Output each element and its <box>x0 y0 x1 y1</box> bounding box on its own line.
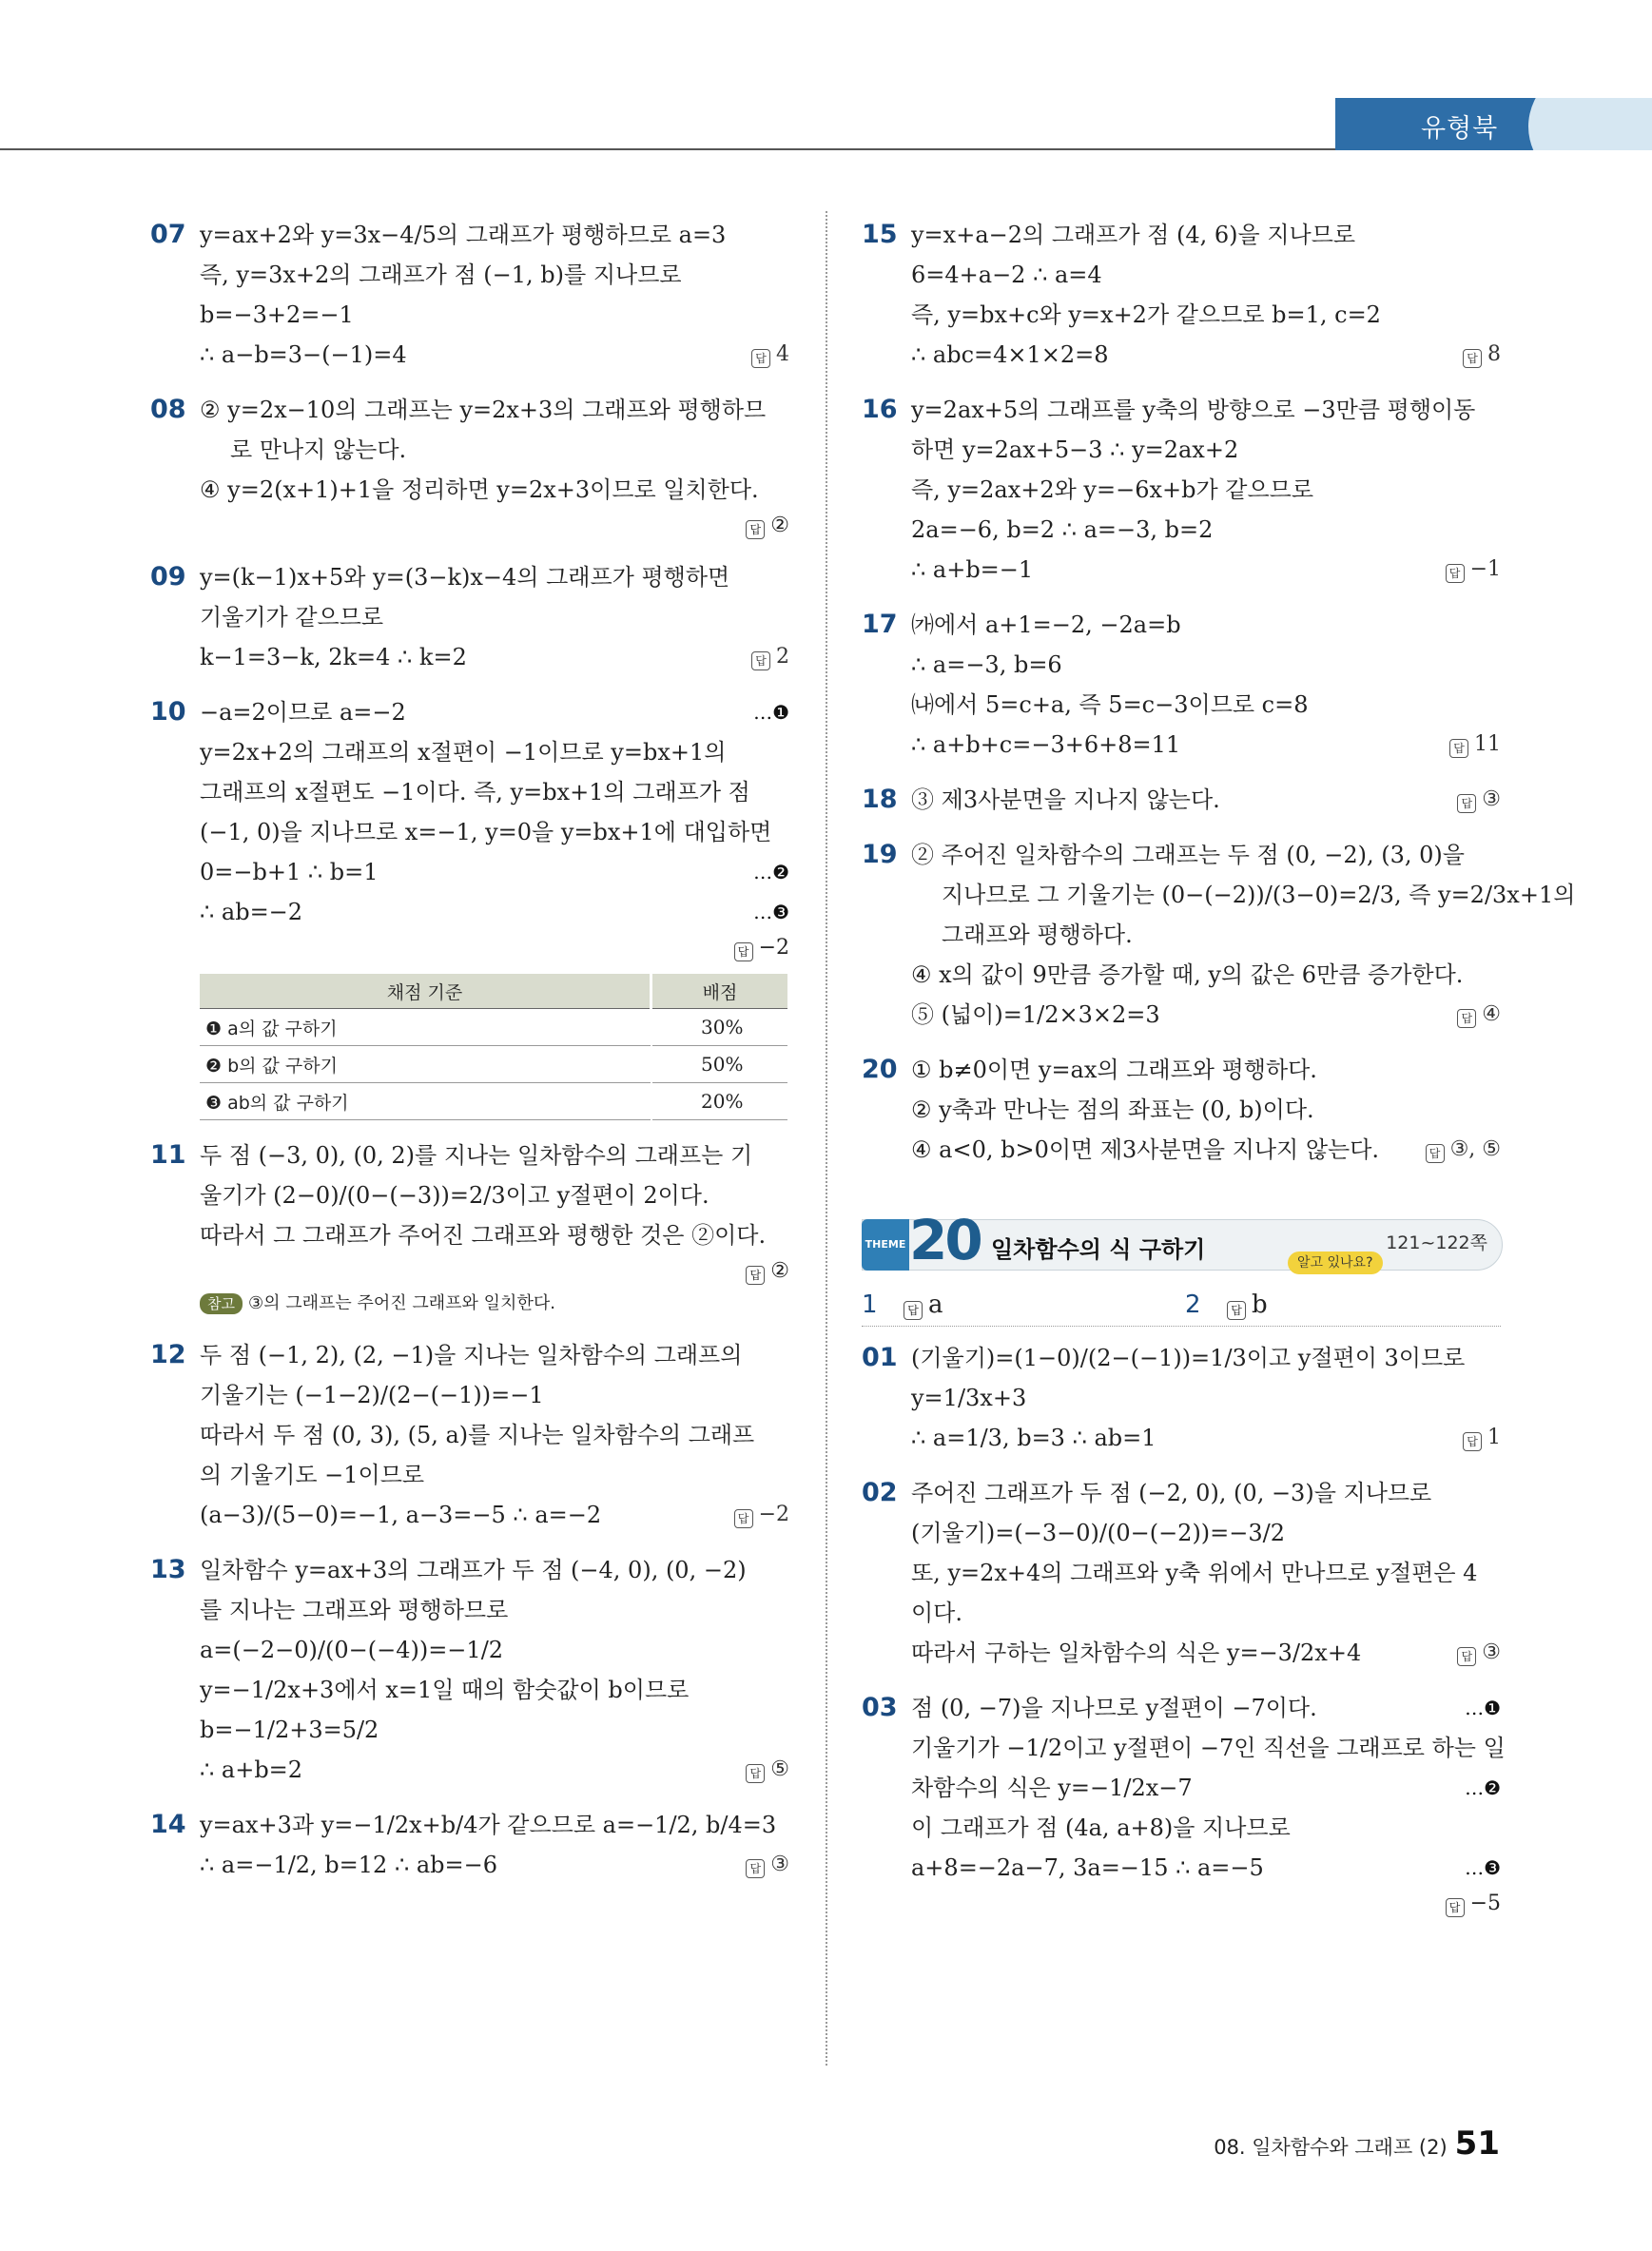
solution-line: y=−1/2x+3에서 x=1일 때의 함숫값이 b이므로 <box>200 1677 690 1703</box>
solution-line: 즉, y=3x+2의 그래프가 점 (−1, b)를 지나므로 <box>200 262 682 288</box>
problem-number: 14 <box>150 1810 186 1839</box>
solution-line: ② y=2x−10의 그래프는 y=2x+3의 그래프와 평행하므 <box>200 397 767 423</box>
answer-icon: 답 <box>746 1266 765 1285</box>
answer-badge: 답 −5 <box>911 1888 1501 1920</box>
answer-icon: 답 <box>746 1859 765 1878</box>
solution-line: ⑤ (넓이)=1/2×3×2=3 답 ④ <box>911 995 1501 1035</box>
problem-03 <box>862 1688 1506 1920</box>
answer-badge: 답 ⑤ <box>746 1750 789 1790</box>
answer-icon: 답 <box>751 651 770 670</box>
solution-line: −a=2이므로 a=−2 …❶ <box>200 692 789 732</box>
solution-line: 하면 y=2ax+5−3 ∴ y=2ax+2 <box>911 437 1239 463</box>
step-marker: …❶ <box>1465 1697 1501 1719</box>
solution-line: ∴ a+b=−1 답 −1 <box>911 550 1501 590</box>
answer-icon: 답 <box>734 942 753 961</box>
answer-icon: 답 <box>904 1301 923 1320</box>
problem-number: 19 <box>862 840 898 869</box>
quick-answer: 답 a <box>904 1284 943 1326</box>
solution-line: 0=−b+1 ∴ b=1 …❷ <box>200 852 789 892</box>
quick-answers <box>862 1284 1501 1327</box>
problem-number: 11 <box>150 1140 186 1170</box>
solution-line: y=(k−1)x+5와 y=(3−k)x−4의 그래프가 평행하면 <box>200 564 730 591</box>
problem-16 <box>862 390 1501 590</box>
problem-number: 07 <box>150 220 186 249</box>
solution-line: 기울기가 같으므로 <box>200 604 384 631</box>
solution-line: ∴ a=1/3, b=3 ∴ ab=1 답 1 <box>911 1418 1501 1458</box>
theme-pages: 121~122쪽 <box>1386 1232 1487 1253</box>
solution-line: 따라서 그 그래프가 주어진 그래프와 평행한 것은 ②이다. <box>200 1222 767 1249</box>
solution-line: b=−1/2+3=5/2 <box>200 1717 379 1743</box>
problem-number: 09 <box>150 562 186 592</box>
solution-line: ㈎에서 a+1=−2, −2a=b <box>911 611 1181 638</box>
solution-line: 두 점 (−1, 2), (2, −1)을 지나는 일차함수의 그래프의 <box>200 1342 743 1368</box>
answer-badge: 답 ③ <box>1457 780 1501 820</box>
answer-badge: 답 ③ <box>746 1845 789 1885</box>
note-tag: 참고 <box>200 1293 243 1314</box>
problem-14 <box>150 1805 789 1885</box>
solution-line: b=−3+2=−1 <box>200 301 354 328</box>
answer-icon: 답 <box>1446 564 1465 583</box>
problem-11 <box>150 1135 789 1320</box>
solution-line: (기울기)=(1−0)/(2−(−1))=1/3이고 y절편이 3이므로 <box>911 1345 1466 1371</box>
table-header: 배점 <box>651 974 788 1009</box>
solution-line: 일차함수 y=ax+3의 그래프가 두 점 (−4, 0), (0, −2) <box>200 1557 747 1583</box>
solution-line: y=2ax+5의 그래프를 y축의 방향으로 −3만큼 평행이동 <box>911 397 1476 423</box>
answer-badge: 답 4 <box>751 335 789 375</box>
solution-line: 주어진 그래프가 두 점 (−2, 0), (0, −3)을 지나므로 <box>911 1480 1432 1506</box>
solution-line: 두 점 (−3, 0), (0, 2)를 지나는 일차함수의 그래프는 기 <box>200 1142 753 1169</box>
problem-01 <box>862 1338 1501 1458</box>
problem-number: 20 <box>862 1055 898 1084</box>
header-rule <box>0 148 1335 150</box>
theme-number: 20 <box>909 1208 981 1272</box>
answer-badge: 답 1 <box>1463 1418 1501 1458</box>
solution-line: 6=4+a−2 ∴ a=4 <box>911 262 1102 288</box>
solution-line: 로 만나지 않는다. <box>230 437 407 463</box>
solution-line: ∴ a=−3, b=6 <box>911 651 1062 678</box>
problem-number: 10 <box>150 697 186 727</box>
right-column <box>862 215 1576 1935</box>
solution-line: 이다. <box>911 1600 962 1626</box>
step-marker: …❸ <box>753 901 789 923</box>
answer-badge: 답 −2 <box>734 1495 789 1535</box>
problem-17 <box>862 605 1501 765</box>
solution-line: ∴ abc=4×1×2=8 답 8 <box>911 335 1501 375</box>
answer-icon: 답 <box>746 1764 765 1783</box>
solution-line: ② 주어진 일차함수의 그래프는 두 점 (0, −2), (3, 0)을 <box>911 842 1465 868</box>
header-tab-label: 유형북 <box>1421 114 1499 144</box>
problem-15 <box>862 215 1501 375</box>
solution-line: 차함수의 식은 y=−1/2x−7 …❷ <box>911 1768 1501 1808</box>
problem-number: 03 <box>862 1693 898 1722</box>
solution-line: 를 지나는 그래프와 평행하므로 <box>200 1597 509 1623</box>
problem-10 <box>150 692 789 1120</box>
solution-line: y=ax+2와 y=3x−4/5의 그래프가 평행하므로 a=3 <box>200 222 727 248</box>
answer-icon: 답 <box>1457 794 1476 813</box>
solution-line: ④ x의 값이 9만큼 증가할 때, y의 값은 6만큼 증가한다. <box>911 961 1464 988</box>
solution-line: 그래프와 평행하다. <box>942 922 1133 948</box>
answer-icon: 답 <box>1457 1647 1476 1666</box>
solution-line: 또, y=2x+4의 그래프와 y축 위에서 만나므로 y절편은 4 <box>911 1560 1478 1586</box>
problem-number: 12 <box>150 1340 186 1369</box>
problem-number: 01 <box>862 1343 898 1372</box>
solution-line: ㈏에서 5=c+a, 즉 5=c−3이므로 c=8 <box>911 691 1309 718</box>
table-header: 채점 기준 <box>200 974 651 1009</box>
page-footer <box>1214 2125 1500 2163</box>
solution-line: 울기가 (2−0)/(0−(−3))=2/3이고 y절편이 2이다. <box>200 1182 709 1209</box>
solution-line: a+8=−2a−7, 3a=−15 ∴ a=−5 …❸ <box>911 1848 1501 1888</box>
answer-badge: 답 ② <box>200 1255 789 1288</box>
solution-line: 따라서 구하는 일차함수의 식은 y=−3/2x+4 답 ③ <box>911 1633 1501 1673</box>
answer-icon: 답 <box>1227 1301 1246 1320</box>
quick-answer: 답 b <box>1227 1284 1268 1326</box>
answer-icon: 답 <box>1446 1898 1465 1917</box>
problem-07 <box>150 215 789 375</box>
problem-number: 15 <box>862 220 898 249</box>
table-row: ❶ a의 값 구하기 30% <box>200 1009 787 1046</box>
solution-line: ④ y=2(x+1)+1을 정리하면 y=2x+3이므로 일치한다. <box>200 476 759 503</box>
solution-line: 기울기는 (−1−2)/(2−(−1))=−1 <box>200 1382 544 1408</box>
problem-number: 08 <box>150 395 186 424</box>
chapter-title: 08. 일차함수와 그래프 (2) <box>1214 2136 1448 2159</box>
problem-09 <box>150 557 789 677</box>
left-column <box>150 215 789 1900</box>
answer-badge: 답 −2 <box>200 932 789 964</box>
solution-line: ∴ ab=−2 …❸ <box>200 892 789 932</box>
step-marker: …❸ <box>1465 1856 1501 1879</box>
step-marker: …❷ <box>753 861 789 883</box>
solution-line: (−1, 0)을 지나므로 x=−1, y=0을 y=bx+1에 대입하면 <box>200 819 772 845</box>
answer-icon: 답 <box>1426 1144 1445 1163</box>
solution-line: ∴ a−b=3−(−1)=4 답 4 <box>200 335 789 375</box>
step-marker: …❶ <box>753 701 789 724</box>
solution-line: ② y축과 만나는 점의 좌표는 (0, b)이다. <box>911 1096 1314 1123</box>
answer-icon: 답 <box>1457 1009 1476 1028</box>
solution-line: 그래프의 x절편도 −1이다. 즉, y=bx+1의 그래프가 점 <box>200 779 750 805</box>
problem-20 <box>862 1050 1501 1170</box>
answer-icon: 답 <box>1449 739 1468 758</box>
solution-line: ∴ a+b=2 답 ⑤ <box>200 1750 789 1790</box>
reference-note: 참고 ③의 그래프는 주어진 그래프와 일치한다. <box>200 1288 789 1320</box>
answer-badge: 답 2 <box>751 637 789 677</box>
know-tag: 알고 있나요? <box>1288 1252 1383 1274</box>
solution-line: y=1/3x+3 <box>911 1385 1027 1411</box>
answer-icon: 답 <box>746 520 765 539</box>
theme-title: 일차함수의 식 구하기 <box>991 1236 1206 1263</box>
problem-12 <box>150 1335 789 1535</box>
solution-line: 2a=−6, b=2 ∴ a=−3, b=2 <box>911 516 1214 543</box>
solution-line: k−1=3−k, 2k=4 ∴ k=2 답 2 <box>200 637 789 677</box>
problem-number: 18 <box>862 785 898 814</box>
solution-line: ③ 제3사분면을 지나지 않는다. 답 ③ <box>911 780 1501 820</box>
solution-line: 즉, y=2ax+2와 y=−6x+b가 같으므로 <box>911 476 1314 503</box>
problem-19 <box>862 835 1576 1035</box>
problem-number: 17 <box>862 610 898 639</box>
solution-line: 따라서 두 점 (0, 3), (5, a)를 지나는 일차함수의 그래프 <box>200 1422 755 1448</box>
solution-line: 이 그래프가 점 (4a, a+8)을 지나므로 <box>911 1814 1291 1841</box>
answer-icon: 답 <box>734 1509 753 1528</box>
solution-line: a=(−2−0)/(0−(−4))=−1/2 <box>200 1637 504 1663</box>
page-number: 51 <box>1454 2125 1500 2163</box>
solution-line: (a−3)/(5−0)=−1, a−3=−5 ∴ a=−2 답 −2 <box>200 1495 789 1535</box>
answer-icon: 답 <box>1463 349 1482 368</box>
solution-line: ① b≠0이면 y=ax의 그래프와 평행하다. <box>911 1057 1317 1083</box>
quick-number: 1 <box>862 1290 878 1319</box>
table-row: ❸ ab의 값 구하기 20% <box>200 1083 787 1120</box>
answer-badge: 답 ② <box>200 510 789 542</box>
solution-line: 의 기울기도 −1이므로 <box>200 1462 425 1488</box>
solution-line: 즉, y=bx+c와 y=x+2가 같으므로 b=1, c=2 <box>911 301 1381 328</box>
answer-badge: 답 −1 <box>1446 550 1501 590</box>
column-divider <box>826 211 827 2066</box>
solution-line: ∴ a=−1/2, b=12 ∴ ab=−6 답 ③ <box>200 1845 789 1885</box>
solution-line: y=2x+2의 그래프의 x절편이 −1이므로 y=bx+1의 <box>200 739 727 766</box>
problem-number: 16 <box>862 395 898 424</box>
answer-icon: 답 <box>751 349 770 368</box>
solution-line: ④ a<0, b>0이면 제3사분면을 지나지 않는다. 답 ③, ⑤ <box>911 1130 1501 1170</box>
problem-18 <box>862 780 1501 820</box>
solution-line: (기울기)=(−3−0)/(0−(−2))=−3/2 <box>911 1520 1286 1546</box>
quick-number: 2 <box>1185 1290 1201 1319</box>
answer-badge: 답 ③, ⑤ <box>1426 1130 1501 1170</box>
solution-line: 기울기가 −1/2이고 y절편이 −7인 직선을 그래프로 하는 일 <box>911 1735 1506 1761</box>
theme-badge: THEME <box>862 1219 909 1271</box>
solution-line: 지나므로 그 기울기는 (0−(−2))/(3−0)=2/3, 즉 y=2/3x+1의 <box>942 882 1576 908</box>
answer-badge: 답 ④ <box>1457 995 1501 1035</box>
solution-line: y=ax+3과 y=−1/2x+b/4가 같으므로 a=−1/2, b/4=3 <box>200 1812 777 1838</box>
problem-number: 02 <box>862 1478 898 1507</box>
problem-13 <box>150 1550 789 1790</box>
solution-line: y=x+a−2의 그래프가 점 (4, 6)을 지나므로 <box>911 222 1356 248</box>
scoring-table <box>200 974 787 1120</box>
answer-icon: 답 <box>1463 1432 1482 1451</box>
step-marker: …❷ <box>1465 1776 1501 1799</box>
problem-02 <box>862 1473 1501 1673</box>
table-row: ❷ b의 값 구하기 50% <box>200 1046 787 1083</box>
answer-badge: 답 11 <box>1449 725 1501 765</box>
problem-number: 13 <box>150 1555 186 1584</box>
theme-header <box>862 1210 1501 1274</box>
problem-08 <box>150 390 789 542</box>
header-tab <box>1335 98 1652 150</box>
solution-line: ∴ a+b+c=−3+6+8=11 답 11 <box>911 725 1501 765</box>
solution-line: 점 (0, −7)을 지나므로 y절편이 −7이다. …❶ <box>911 1688 1501 1728</box>
answer-badge: 답 8 <box>1463 335 1501 375</box>
answer-badge: 답 ③ <box>1457 1633 1501 1673</box>
